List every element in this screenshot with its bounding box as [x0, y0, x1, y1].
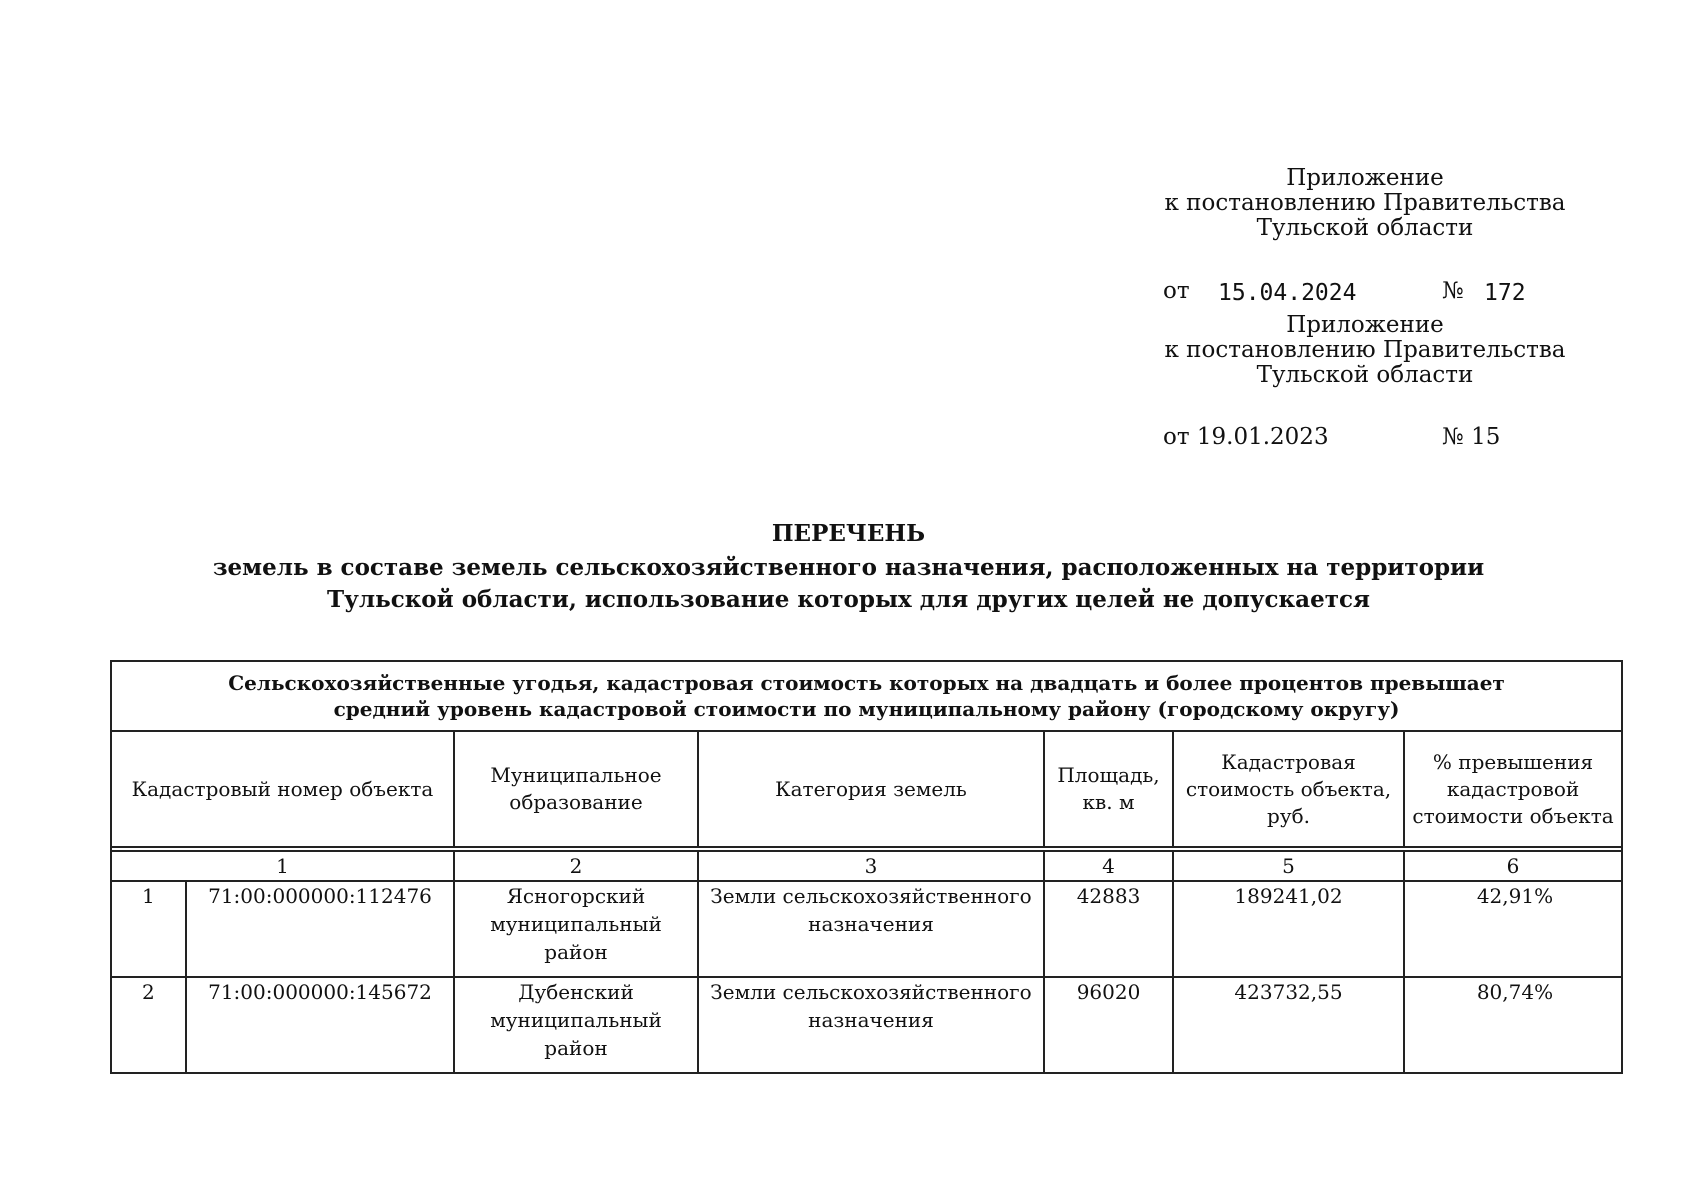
date-prefix: от [1163, 278, 1190, 304]
row-index: 1 [111, 881, 186, 977]
document-subtitle-line: Тульской области, использование которых для других целей не допускается [327, 586, 1370, 613]
column-number: 6 [1404, 851, 1622, 881]
document-heading: ПЕРЕЧЕНЬ [771, 520, 926, 547]
original-number: № 15 [1442, 424, 1501, 450]
column-number: 4 [1044, 851, 1173, 881]
cell-cadastral-value: 189241,02 [1173, 881, 1404, 977]
original-date: от 19.01.2023 [1163, 424, 1329, 450]
appendix-header-original [1150, 313, 1580, 388]
column-header-value: Кадастровая стоимость объекта, руб. [1173, 731, 1404, 847]
cell-cadastral-number: 71:00:000000:145672 [186, 977, 454, 1073]
cell-category: Земли сельскохозяйственного назначения [698, 977, 1044, 1073]
land-list-table [110, 660, 1623, 1074]
column-number: 1 [111, 851, 454, 881]
appendix-label: Приложение [1286, 165, 1444, 191]
appendix-line: Тульской области [1256, 362, 1474, 388]
row-index: 2 [111, 977, 186, 1073]
cell-municipality: Ясногорский муниципальный район [454, 881, 698, 977]
number-sign: № [1442, 278, 1464, 304]
cell-municipality: Дубенский муниципальный район [454, 977, 698, 1073]
appendix-line: к постановлению Правительства [1164, 190, 1566, 216]
table-section-header [111, 661, 1622, 731]
section-header-line: Сельскохозяйственные угодья, кадастровая стоимость которых на двадцать и более процентов превышает [228, 671, 1505, 695]
document-subtitle-line: земель в составе земель сельскохозяйственного назначения, расположенных на территории [212, 554, 1485, 581]
table-row [111, 881, 1622, 977]
column-number: 2 [454, 851, 698, 881]
cell-cadastral-value: 423732,55 [1173, 977, 1404, 1073]
appendix-header-current [1150, 166, 1580, 241]
column-header-area: Площадь, кв. м [1044, 731, 1173, 847]
appendix-label: Приложение [1286, 312, 1444, 338]
column-header-municipality: Муниципальное образование [454, 731, 698, 847]
table-row [111, 977, 1622, 1073]
cell-area: 96020 [1044, 977, 1173, 1073]
appendix-line: к постановлению Правительства [1164, 337, 1566, 363]
cell-area: 42883 [1044, 881, 1173, 977]
column-header-excess: % превышения кадастровой стоимости объекта [1404, 731, 1622, 847]
column-number: 3 [698, 851, 1044, 881]
cell-excess-percent: 42,91% [1404, 881, 1622, 977]
document-date: 15.04.2024 [1218, 280, 1357, 306]
document-number: 172 [1484, 280, 1526, 306]
appendix-line: Тульской области [1256, 215, 1474, 241]
column-header-category: Категория земель [698, 731, 1044, 847]
column-number: 5 [1173, 851, 1404, 881]
cell-cadastral-number: 71:00:000000:112476 [186, 881, 454, 977]
cell-category: Земли сельскохозяйственного назначения [698, 881, 1044, 977]
cell-excess-percent: 80,74% [1404, 977, 1622, 1073]
column-header-cadastral: Кадастровый номер объекта [111, 731, 454, 847]
section-header-line: средний уровень кадастровой стоимости по муниципальному району (городскому округу) [333, 697, 1400, 721]
